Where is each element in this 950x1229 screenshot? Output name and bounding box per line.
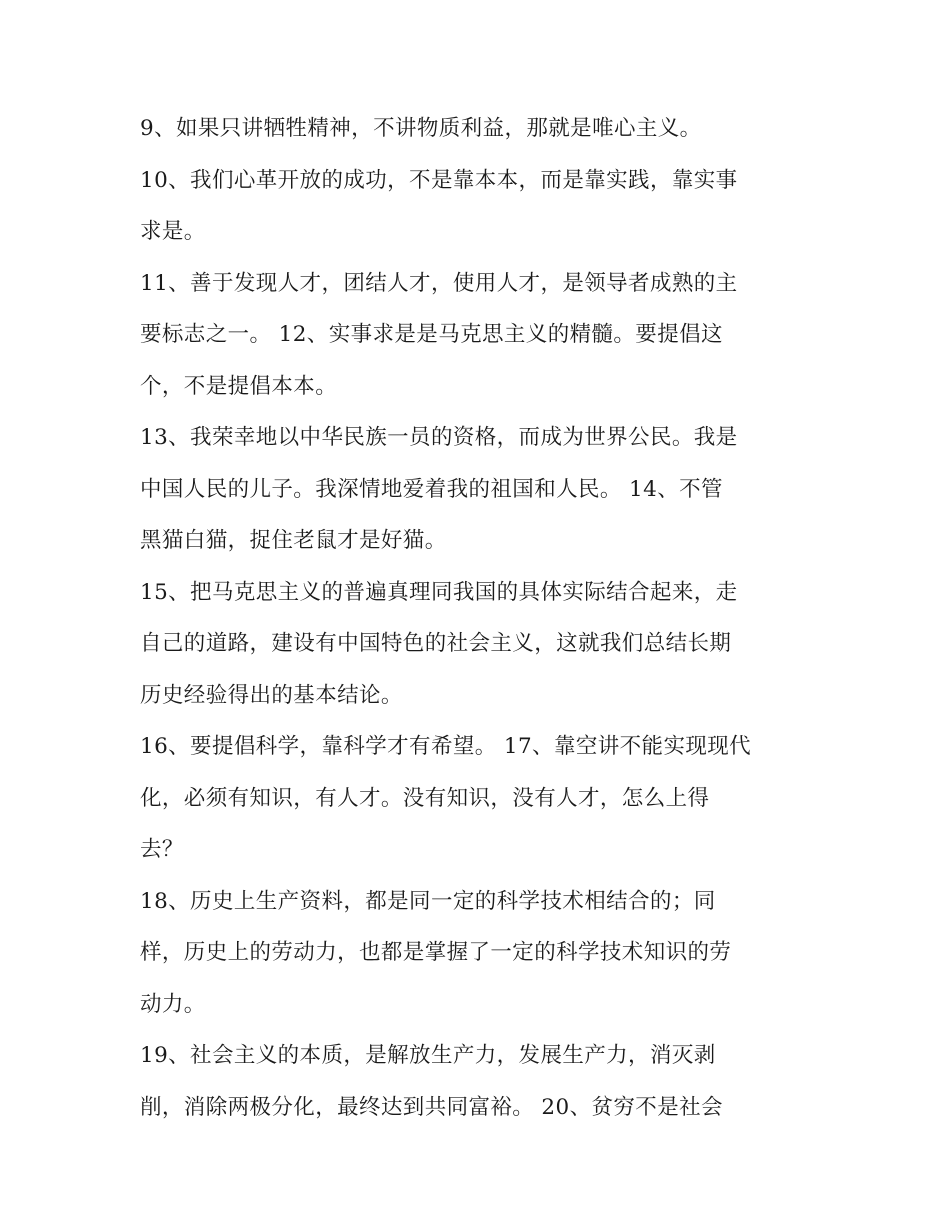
text-line: 15、把马克思主义的普遍真理同我国的具体实际结合起来，走 [140,579,738,605]
text-line: 自己的道路，建设有中国特色的社会主义，这就我们总结长期 [140,631,732,656]
text-line: 19、社会主义的本质，是解放生产力，发展生产力，消灭剥 [140,1043,716,1068]
text-line: 13、我荣幸地以中华民族一员的资格，而成为世界公民。我是 [140,425,738,450]
text-line: 削，消除两极分化，最终达到共同富裕。 20、贫穷不是社会 [140,1094,723,1120]
text-line: 化，必须有知识，有人才。没有知识，没有人才，怎么上得 [140,785,710,811]
paragraph-13-14 [140,412,820,567]
paragraph-11-12 [140,258,820,413]
paragraph-9 [140,103,820,155]
text-line: 个，不是提倡本本。 [140,373,338,399]
text-line: 18、历史上生产资料，都是同一定的科学技术相结合的；同 [140,888,716,914]
text-line: 中国人民的儿子。我深情地爱着我的祖国和人民。 14、不管 [140,476,723,502]
paragraph-18 [140,876,820,1031]
text-line: 9、如果只讲牺牲精神，不讲物质利益，那就是唯心主义。 [140,116,702,141]
text-line: 动力。 [140,991,206,1017]
text-line: 10、我们心革开放的成功，不是靠本本，而是靠实践，靠实事 [140,167,738,193]
text-line: 样，历史上的劳动力，也都是掌握了一定的科学技术知识的劳 [140,940,732,965]
text-line: 16、要提倡科学，靠科学才有希望。 17、靠空讲不能实现现代 [140,734,752,759]
text-line: 黑猫白猫，捉住老鼠才是好猫。 [140,528,447,553]
text-line: 要标志之一。 12、实事求是是马克思主义的精髓。要提倡这 [140,322,723,347]
text-line: 历史经验得出的基本结论。 [140,682,403,708]
paragraph-19-20 [140,1030,820,1133]
text-line: 求是。 [140,219,206,244]
document-body [140,103,820,1133]
paragraph-16-17 [140,721,820,876]
text-line: 去？ [140,837,184,862]
text-line: 11、善于发现人才，团结人才，使用人才，是领导者成熟的主 [140,270,738,296]
paragraph-15 [140,567,820,722]
paragraph-10 [140,155,820,258]
